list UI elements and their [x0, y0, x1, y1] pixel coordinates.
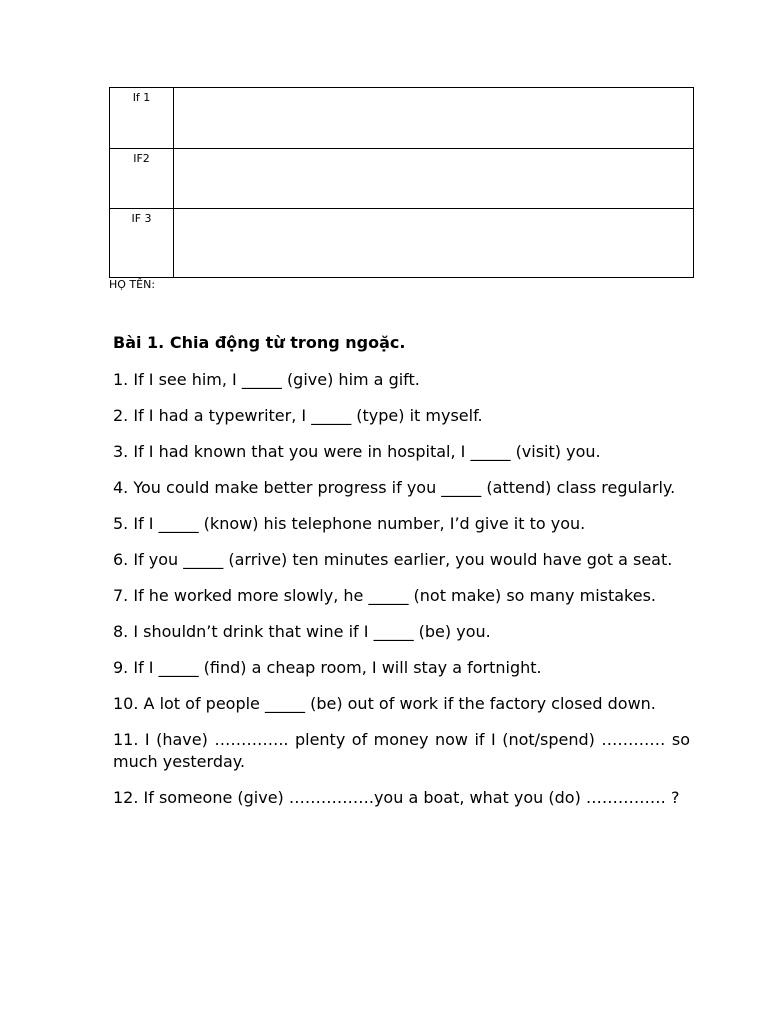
exercise-item: 8. I shouldn’t drink that wine if I _____ (be) you. — [113, 622, 491, 641]
exercise-item: 1. If I see him, I _____ (give) him a gift. — [113, 370, 420, 389]
exercise-title: Bài 1. Chia động từ trong ngoặc. — [113, 333, 406, 352]
answer-cell-if2[interactable] — [174, 149, 694, 209]
student-name-label: HỌ TÊN: — [109, 278, 156, 291]
exercise-item: 9. If I _____ (find) a cheap room, I will stay a fortnight. — [113, 658, 542, 677]
exercise-item: 4. You could make better progress if you _____ (attend) class regularly. — [113, 478, 676, 497]
exercise-item: 5. If I _____ (know) his telephone number, I’d give it to you. — [113, 514, 586, 533]
exercise-item: 6. If you _____ (arrive) ten minutes earlier, you would have got a seat. — [113, 550, 673, 569]
exercise-item: 7. If he worked more slowly, he _____ (not make) so many mistakes. — [113, 586, 657, 605]
exercise-section — [113, 332, 690, 823]
row-label-if3: IF 3 — [110, 209, 174, 278]
exercise-item: 3. If I had known that you were in hospital, I _____ (visit) you. — [113, 442, 601, 461]
exercise-item: 12. If someone (give) …………….you a boat, what you (do) …………… ? — [113, 788, 680, 807]
table-row — [110, 149, 694, 209]
table-row — [110, 209, 694, 278]
conditional-types-table — [109, 87, 694, 278]
table-row — [110, 88, 694, 149]
row-label-if2: IF2 — [110, 149, 174, 209]
exercise-item: 10. A lot of people _____ (be) out of work if the factory closed down. — [113, 694, 656, 713]
exercise-item: 2. If I had a typewriter, I _____ (type) it myself. — [113, 406, 483, 425]
row-label-if1: If 1 — [110, 88, 174, 149]
answer-cell-if3[interactable] — [174, 209, 694, 278]
exercise-item: 11. I (have) ………….. plenty of money now if I (not/spend) ………… so much yesterday. — [113, 730, 690, 771]
answer-cell-if1[interactable] — [174, 88, 694, 149]
